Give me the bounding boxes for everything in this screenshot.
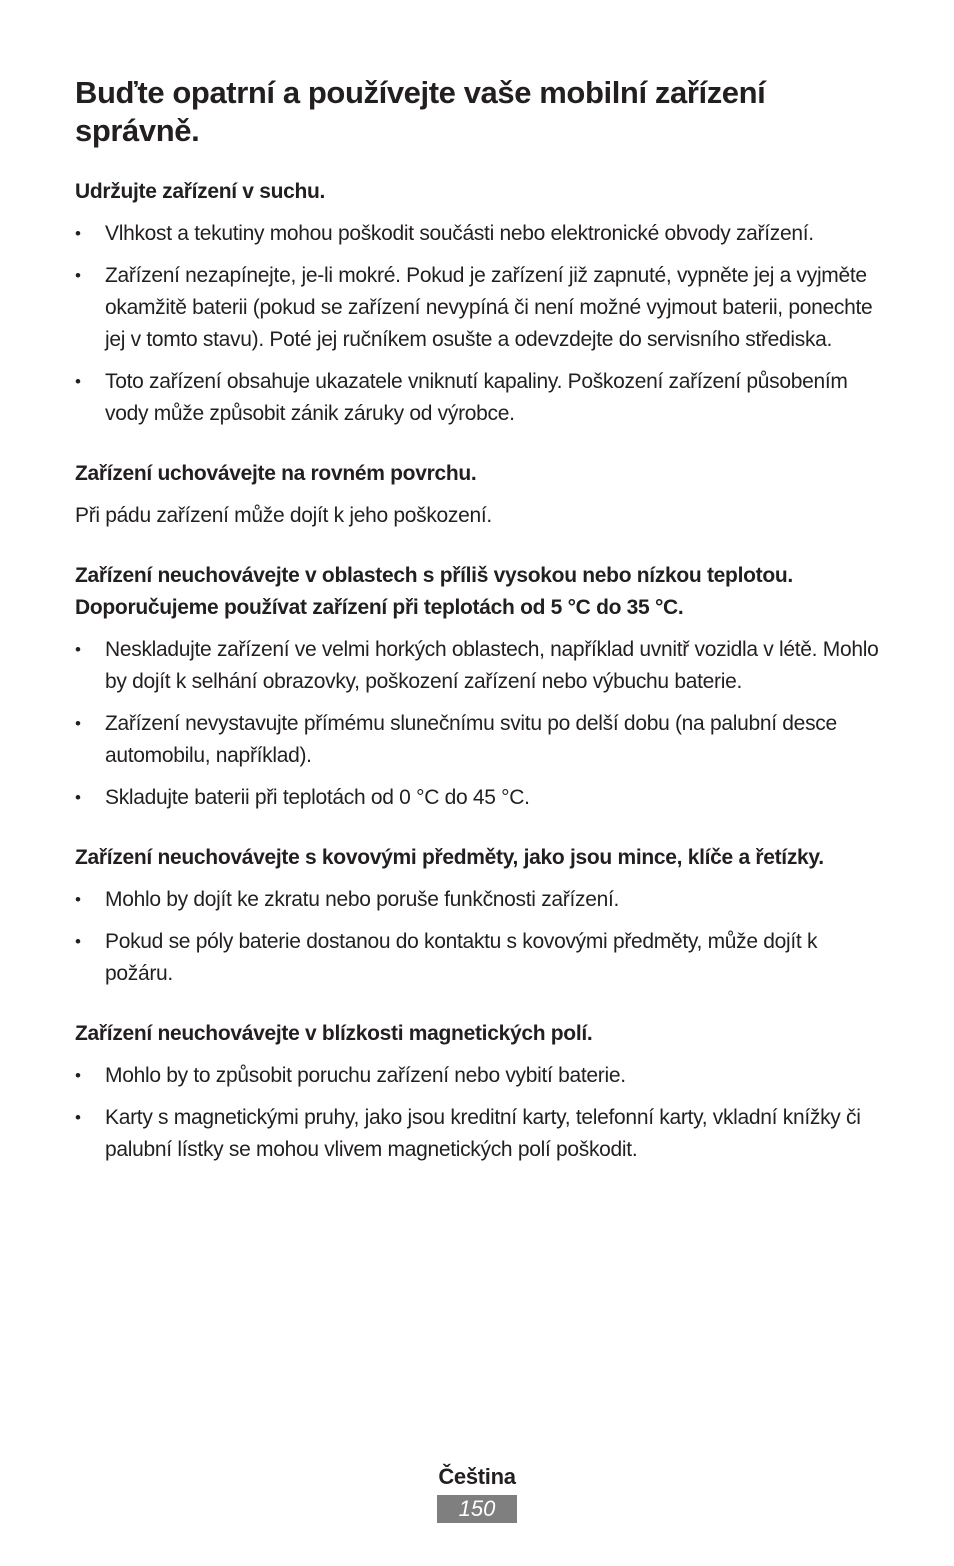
- section-flat-surface: [75, 458, 887, 532]
- page-number-badge: 150: [437, 1495, 518, 1523]
- bullet-icon: •: [75, 224, 81, 243]
- bullet-icon: •: [75, 640, 81, 659]
- section-temperature: [75, 560, 887, 814]
- bullet-icon: •: [75, 1108, 81, 1127]
- list-item: [75, 366, 887, 430]
- list-item-text: Pokud se póly baterie dostanou do kontaktu s kovovými předměty, může dojít k požáru.: [105, 930, 818, 985]
- list-item-text: Mohlo by dojít ke zkratu nebo poruše funkčnosti zařízení.: [105, 888, 620, 911]
- page-title: Buďte opatrní a používejte vaše mobilní zařízení správně.: [75, 75, 766, 148]
- list-item: [75, 1102, 887, 1166]
- section-heading: Zařízení neuchovávejte v oblastech s příliš vysokou nebo nízkou teplotou. Doporučujeme používat zařízení při teplotách od 5 °C do 35 °C.: [75, 564, 793, 619]
- list-item-text: Toto zařízení obsahuje ukazatele vniknutí kapaliny. Poškození zařízení působením vody může způsobit zánik záruky od výrobce.: [105, 370, 848, 425]
- bullet-icon: •: [75, 372, 81, 391]
- list-item-text: Zařízení nevystavujte přímému slunečnímu svitu po delší dobu (na palubní desce automobilu, například).: [105, 712, 837, 767]
- bullet-list: [75, 218, 887, 430]
- list-item: [75, 926, 887, 990]
- bullet-icon: •: [75, 788, 81, 807]
- bullet-icon: •: [75, 714, 81, 733]
- list-item: [75, 218, 887, 250]
- list-item: [75, 1060, 887, 1092]
- list-item: [75, 782, 887, 814]
- section-magnetic-fields: [75, 1018, 887, 1166]
- footer-language: Čeština: [438, 1464, 516, 1489]
- section-heading: Udržujte zařízení v suchu.: [75, 180, 326, 203]
- list-item-text: Skladujte baterii při teplotách od 0 °C do 45 °C.: [105, 786, 530, 809]
- bullet-icon: •: [75, 932, 81, 951]
- list-item-text: Neskladujte zařízení ve velmi horkých oblastech, například uvnitř vozidla v létě. Mohlo by dojít k selhání obrazovky, poškození zařízení nebo výbuchu baterie.: [105, 638, 879, 693]
- bullet-icon: •: [75, 890, 81, 909]
- bullet-list: [75, 1060, 887, 1166]
- page-footer: [0, 1461, 954, 1523]
- section-heading: Zařízení neuchovávejte s kovovými předměty, jako jsou mince, klíče a řetízky.: [75, 846, 824, 869]
- document-page: [75, 74, 887, 1166]
- list-item-text: Karty s magnetickými pruhy, jako jsou kreditní karty, telefonní karty, vkladní knížky či palubní lístky se mohou vlivem magnetických polí poškodit.: [105, 1106, 861, 1161]
- list-item-text: Mohlo by to způsobit poruchu zařízení nebo vybití baterie.: [105, 1064, 626, 1087]
- list-item: [75, 634, 887, 698]
- list-item-text: Zařízení nezapínejte, je-li mokré. Pokud je zařízení již zapnuté, vypněte jej a vyjměte okamžitě baterii (pokud se zařízení nevypíná či není možné vyjmout baterii, ponechte jej v tomto stavu). Poté jej ručníkem osušte a odevzdejte do servisního střediska.: [105, 264, 873, 351]
- section-metal-objects: [75, 842, 887, 990]
- bullet-icon: •: [75, 266, 81, 285]
- list-item: [75, 884, 887, 916]
- section-text: Při pádu zařízení může dojít k jeho poškození.: [75, 504, 492, 527]
- bullet-list: [75, 884, 887, 990]
- section-keep-dry: [75, 176, 887, 430]
- list-item: [75, 708, 887, 772]
- list-item: [75, 260, 887, 356]
- section-heading: Zařízení neuchovávejte v blízkosti magnetických polí.: [75, 1022, 593, 1045]
- list-item-text: Vlhkost a tekutiny mohou poškodit součásti nebo elektronické obvody zařízení.: [105, 222, 814, 245]
- section-heading: Zařízení uchovávejte na rovném povrchu.: [75, 462, 477, 485]
- bullet-list: [75, 634, 887, 814]
- bullet-icon: •: [75, 1066, 81, 1085]
